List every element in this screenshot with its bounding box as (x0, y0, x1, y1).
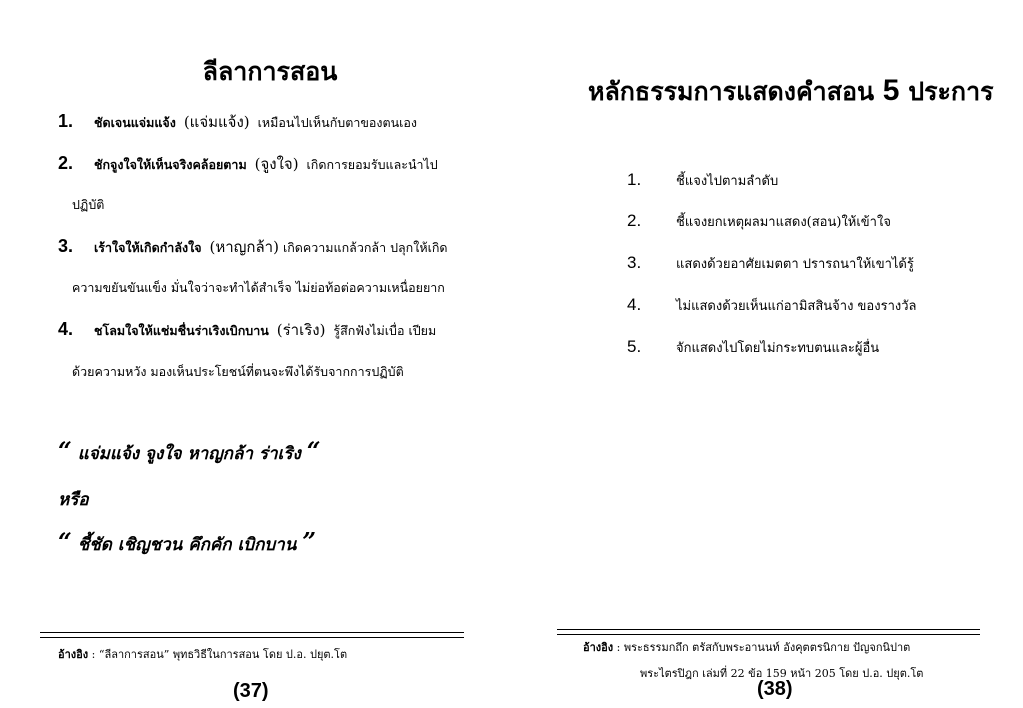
quote-text: แจ่มแจ้ง จูงใจ หาญกล้า ร่าเริง (77, 444, 301, 464)
item-text: เกิดการยอมรับและนำไป (306, 157, 438, 172)
item-number: 4. (627, 295, 642, 314)
item-continuation: ปฏิบัติ (72, 197, 105, 212)
item-number: 5. (627, 337, 642, 356)
reference-label: อ้างอิง (58, 648, 89, 661)
right-footer-rule (557, 629, 980, 635)
left-page-number: (37) (233, 680, 269, 702)
item-keyword: (จูงใจ) (254, 155, 299, 173)
item-heading: ชักจูงใจให้เห็นจริงคล้อยตาม (94, 157, 247, 172)
item-number: 2. (58, 153, 74, 173)
list-item (58, 235, 448, 259)
item-number: 3. (627, 253, 642, 272)
list-item (627, 295, 917, 316)
item-text: ไม่แสดงด้วยเห็นแก่อามิสสินจ้าง ของรางวัล (676, 299, 917, 314)
item-number: 1. (58, 111, 74, 131)
reference-text: : “ลีลาการสอน” พุทธวิธีในการสอน โดย ป.อ. ปยุต.โต (91, 648, 348, 661)
item-text: แสดงด้วยอาศัยเมตตา ปรารถนาให้เขาได้รู้ (676, 257, 914, 272)
left-footer-rule (40, 632, 464, 638)
quote-close-mark: ” (302, 527, 317, 556)
item-text: ชี้แจงไปตามลำดับ (676, 174, 779, 189)
list-item (58, 152, 438, 176)
quote-text: ชี้ชัด เชิญชวน คึกคัก เบิกบาน (77, 535, 297, 555)
reference-label: อ้างอิง (583, 641, 614, 654)
right-page-title (588, 72, 994, 112)
item-text: รู้สึกฟังไม่เบื่อ เปียม (333, 323, 437, 338)
item-heading: ชัดเจนแจ่มแจ้ง (94, 115, 176, 130)
item-number: 1. (627, 170, 642, 189)
list-item (627, 253, 914, 274)
quote-close-mark: “ (306, 436, 321, 465)
list-item (627, 211, 891, 232)
list-item (58, 110, 417, 134)
list-item (627, 170, 778, 191)
item-heading: เร้าใจให้เกิดกำลังใจ (94, 240, 202, 255)
list-item (58, 318, 436, 342)
left-page-title: ลีลาการสอน (202, 57, 338, 86)
title-number: 5 (882, 74, 900, 107)
item-number: 3. (58, 236, 74, 256)
item-number: 4. (58, 319, 74, 339)
right-reference (583, 638, 910, 656)
item-keyword: (หาญกล้า) (209, 238, 279, 256)
right-page-number: (38) (757, 678, 793, 700)
item-continuation: ความขยันขันแข็ง มั่นใจว่าจะทำได้สำเร็จ ไม่ย่อท้อต่อความเหนื่อยยาก (72, 280, 445, 295)
item-continuation: ด้วยความหวัง มองเห็นประโยชน์ที่ตนจะพึงได้รับจากการปฏิบัติ (72, 364, 404, 379)
item-keyword: (ร่าเริง) (276, 321, 326, 339)
item-text: จักแสดงไปโดยไม่กระทบตนและผู้อื่น (676, 341, 880, 356)
item-text: เหมือนไปเห็นกับตาของตนเอง (257, 115, 418, 130)
item-heading: ชโลมใจให้แช่มชื่นร่าเริงเบิกบาน (94, 323, 269, 338)
title-suffix: ประการ (908, 77, 994, 106)
item-keyword: (แจ่มแจ้ง) (183, 113, 250, 131)
title-prefix: หลักธรรมการแสดงคำสอน (588, 77, 875, 106)
reference-text: : พระธรรมกถึก ตรัสกับพระอานนท์ อังคุตตรนิกาย ปัญจกนิปาต (616, 641, 911, 654)
quote-or: หรือ (58, 490, 89, 510)
item-text: ชี้แจงยกเหตุผลมาแสดง(สอน)ให้เข้าใจ (676, 215, 891, 230)
item-text: เกิดความแกล้วกล้า ปลุกให้เกิด (282, 240, 448, 255)
item-number: 2. (627, 211, 642, 230)
right-reference-line-2: พระไตรปิฎก เล่มที่ 22 ข้อ 159 หน้า 205 โดย ป.อ. ปยุต.โต (640, 667, 924, 680)
quote-open-mark: “ (58, 527, 72, 556)
quote-line-1 (58, 436, 321, 467)
quote-line-2 (58, 527, 316, 558)
quote-open-mark: “ (58, 436, 72, 465)
left-page (0, 0, 490, 708)
left-reference (58, 645, 347, 663)
list-item (627, 337, 879, 358)
